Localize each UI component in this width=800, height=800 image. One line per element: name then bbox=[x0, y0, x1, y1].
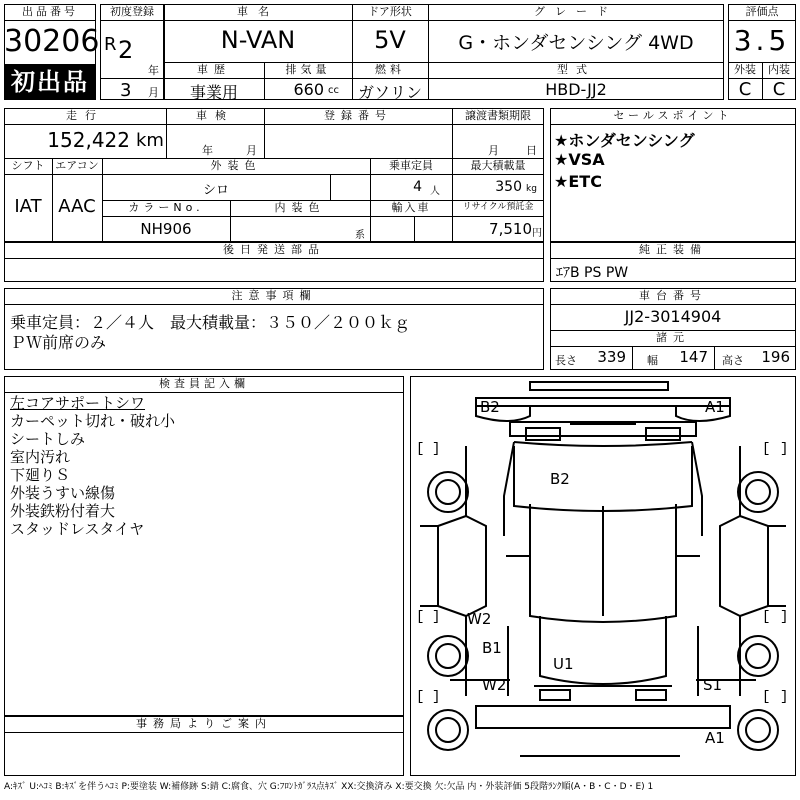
exterior-label: 外装 bbox=[734, 63, 756, 76]
equipment-list: ｴｱB PS PW bbox=[556, 265, 629, 281]
first-registration-label: 初度登録 bbox=[110, 5, 154, 18]
transfer-day-unit: 日 bbox=[526, 144, 537, 157]
grade-label: グレード bbox=[534, 5, 618, 18]
notes-line-2: ＰＷ前席のみ bbox=[10, 333, 107, 352]
era-letter: R bbox=[104, 34, 117, 55]
svg-text:[: [ bbox=[416, 609, 425, 625]
first-listing-badge: 初出品 bbox=[4, 64, 96, 100]
max-load: 350 bbox=[495, 179, 522, 195]
svg-text:[: [ bbox=[762, 689, 771, 705]
svg-text:[: [ bbox=[416, 441, 425, 457]
dimensions-label: 諸元 bbox=[656, 331, 690, 344]
car-name: N-VAN bbox=[220, 26, 296, 54]
svg-text:[: [ bbox=[762, 609, 771, 625]
sales-point-2: ★VSA bbox=[554, 150, 605, 169]
import-label: 輸入車 bbox=[391, 201, 431, 214]
inspector-line: 下廻りＳ bbox=[10, 466, 71, 484]
shift-value: IAT bbox=[14, 196, 42, 217]
transfer-month-unit: 月 bbox=[488, 144, 499, 157]
inspector-line: 左コアサポートシワ bbox=[10, 394, 146, 412]
interior-grade: C bbox=[772, 79, 786, 100]
exterior-color-label: 外装色 bbox=[210, 159, 262, 172]
car-name-label: 車名 bbox=[237, 5, 279, 18]
damage-mark-w2-rear: W2 bbox=[482, 676, 507, 694]
registration-no-label: 登録番号 bbox=[324, 109, 392, 122]
displacement-label: 排気量 bbox=[285, 63, 331, 76]
svg-text:[: [ bbox=[762, 441, 771, 457]
interior-color-label: 内装色 bbox=[274, 201, 326, 214]
office-notice-label: 事務局よりご案内 bbox=[136, 717, 272, 730]
transfer-deadline-label: 譲渡書類期限 bbox=[465, 109, 531, 122]
later-parts-label: 後日発送部品 bbox=[223, 243, 325, 256]
shift-label: シフト bbox=[11, 159, 45, 172]
cc-unit: cc bbox=[328, 85, 339, 96]
width-label: 幅 bbox=[647, 354, 658, 367]
interior-label: 内装 bbox=[768, 63, 790, 76]
score-value: 3.5 bbox=[733, 24, 791, 57]
reg-month: 3 bbox=[120, 80, 132, 101]
damage-legend: A:ｷｽﾞ U:ﾍｺﾐ B:ｷｽﾞを伴うﾍｺﾐ P:要塗装 W:補修跡 S:錆 C:腐食、穴 G:ﾌﾛﾝﾄｶﾞﾗｽ点ｷｽﾞ XX:交換済み X:要交換 欠:欠品 内・外装評価 5段階ﾗﾝｸ順(A・B・C・D・E) 1 bbox=[4, 782, 654, 792]
color-number-label: カラーNo. bbox=[128, 201, 204, 214]
door-label: ドア形状 bbox=[368, 5, 412, 18]
svg-text:]: ] bbox=[432, 609, 441, 625]
era-year: 2 bbox=[118, 36, 134, 64]
vehicle-diagram bbox=[410, 376, 796, 776]
interior-color-unit: 系 bbox=[355, 230, 365, 241]
height-label: 高さ bbox=[722, 354, 744, 367]
sales-point-1: ★ホンダセンシング bbox=[554, 131, 695, 150]
max-load-unit: kg bbox=[526, 184, 537, 194]
notes-label: 注意事項欄 bbox=[231, 289, 317, 302]
exterior-color: シロ bbox=[202, 183, 229, 198]
lot-number: 30206 bbox=[4, 24, 100, 59]
inspector-line: シートしみ bbox=[10, 430, 86, 448]
grade: G・ホンダセンシング 4WD bbox=[458, 32, 694, 54]
door-type: 5V bbox=[374, 26, 406, 54]
score-label: 評価点 bbox=[745, 5, 779, 18]
recycle-fee-unit: 円 bbox=[532, 228, 542, 239]
color-number: NH906 bbox=[140, 220, 192, 238]
inspector-line: 外装うすい線傷 bbox=[10, 484, 116, 502]
damage-mark-u1: U1 bbox=[553, 655, 574, 673]
sales-point-3: ★ETC bbox=[554, 172, 602, 191]
inspector-line: 室内汚れ bbox=[10, 448, 71, 466]
svg-text:]: ] bbox=[780, 441, 789, 457]
length-label: 長さ bbox=[555, 354, 577, 367]
damage-mark-b1: B1 bbox=[482, 639, 502, 657]
height-value: 196 bbox=[761, 348, 790, 366]
svg-text:]: ] bbox=[780, 609, 789, 625]
notes-line-1: 乗車定員：２／４人 最大積載量：３５０／２００ｋｇ bbox=[10, 313, 411, 332]
max-load-label: 最大積載量 bbox=[470, 159, 526, 172]
length-value: 339 bbox=[597, 348, 626, 366]
fuel-type: ガソリン bbox=[357, 83, 422, 102]
km-unit: km bbox=[136, 130, 164, 151]
vehicle-history: 事業用 bbox=[189, 83, 238, 102]
sales-points-label: セールスポイント bbox=[613, 109, 733, 122]
recycle-fee-label: リサイクル預託金 bbox=[462, 202, 534, 212]
model-label: 型式 bbox=[557, 63, 595, 76]
damage-mark-s1: S1 bbox=[703, 676, 723, 694]
capacity-label: 乗車定員 bbox=[389, 159, 433, 172]
svg-text:]: ] bbox=[780, 689, 789, 705]
width-value: 147 bbox=[679, 348, 708, 366]
aircon-value: AAC bbox=[58, 196, 96, 217]
capacity-unit: 人 bbox=[430, 186, 440, 197]
lot-number-label: 出品番号 bbox=[22, 5, 78, 18]
aircon-label: エアコン bbox=[55, 159, 99, 172]
month-unit: 月 bbox=[148, 86, 159, 99]
inspection-month-unit: 月 bbox=[246, 144, 257, 157]
displacement: 660 bbox=[293, 80, 324, 99]
chassis-label: 車台番号 bbox=[639, 289, 707, 302]
history-label: 車歴 bbox=[197, 63, 231, 76]
capacity: 4 bbox=[413, 179, 422, 195]
inspector-line: カーペット切れ・破れ小 bbox=[10, 412, 176, 430]
damage-mark-a1-front: A1 bbox=[705, 398, 725, 416]
damage-mark-a1-rear: A1 bbox=[705, 729, 725, 747]
svg-text:]: ] bbox=[432, 689, 441, 705]
chassis-number: JJ2-3014904 bbox=[624, 307, 722, 326]
damage-mark-w2-left: W2 bbox=[467, 610, 492, 628]
mileage: 152,422 bbox=[47, 128, 130, 152]
model-code: HBD-JJ2 bbox=[545, 80, 607, 99]
inspection-year-unit: 年 bbox=[202, 144, 213, 157]
inspection-label: 車検 bbox=[196, 109, 234, 122]
exterior-grade: C bbox=[738, 79, 752, 100]
year-unit: 年 bbox=[148, 64, 159, 77]
mileage-label: 走行 bbox=[66, 109, 104, 122]
svg-text:]: ] bbox=[432, 441, 441, 457]
inspector-line: スタッドレスタイヤ bbox=[10, 520, 145, 538]
fuel-label: 燃料 bbox=[375, 63, 405, 76]
equipment-label: 純正装備 bbox=[639, 243, 707, 256]
svg-text:[: [ bbox=[416, 689, 425, 705]
damage-mark-b2-front: B2 bbox=[480, 398, 500, 416]
recycle-fee: 7,510 bbox=[489, 220, 532, 238]
inspector-label: 検査員記入欄 bbox=[159, 377, 249, 390]
inspector-line: 外装鉄粉付着大 bbox=[10, 502, 116, 520]
damage-mark-b2-roof: B2 bbox=[550, 470, 570, 488]
